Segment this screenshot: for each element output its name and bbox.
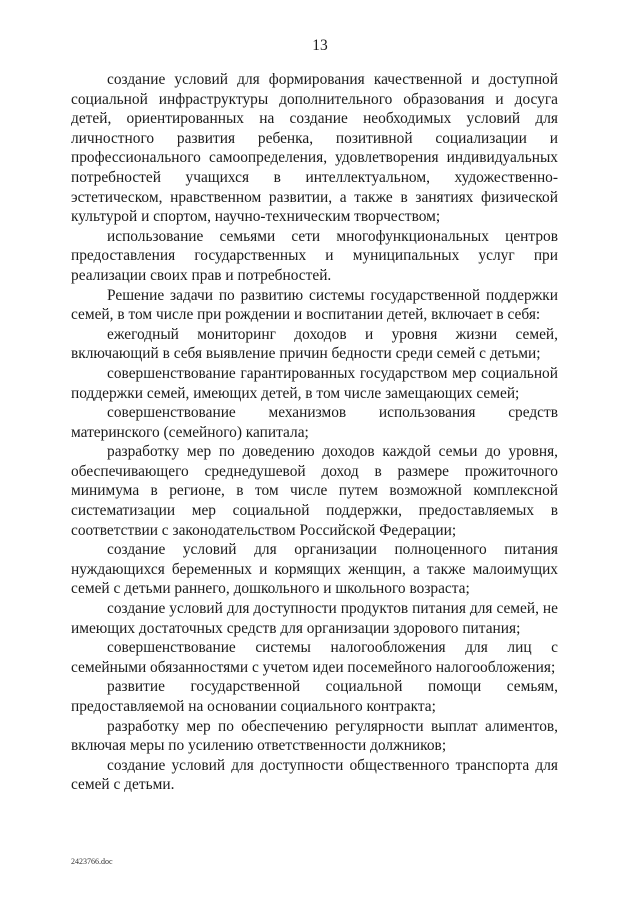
paragraph: ежегодный мониторинг доходов и уровня жизни семей, включающий в себя выявление причин бедности среди семей с детьми; [71,325,558,363]
footer-file-name: 2423766.doc [71,857,113,866]
paragraph: разработку мер по доведению доходов каждой семьи до уровня, обеспечивающего среднедушевой доход в размере прожиточного минимума в регионе, в том числе путем возможной комплексной систематизации мер социальной поддержки, предоставляемых в соответствии с законодательством Российской Федерации; [71,443,558,539]
paragraph: совершенствование гарантированных государством мер социальной поддержки семей, имеющих детей, в том числе замещающих семей; [71,364,558,402]
paragraph: Решение задачи по развитию системы государственной поддержки семей, в том числе при рождении и воспитании детей, включает в себя: [71,286,558,324]
paragraph: совершенствование механизмов использования средств материнского (семейного) капитала; [71,404,558,441]
page-number: 13 [312,37,328,54]
paragraph: совершенствование системы налогообложения для лиц с семейными обязанностями с учетом идеи посемейного налогообложения; [71,639,558,676]
document-body [71,70,558,795]
paragraph: использование семьями сети многофункциональных центров предоставления государственных и муниципальных услуг при реализации своих прав и потребностей. [71,227,558,284]
paragraph: создание условий для организации полноценного питания нуждающихся беременных и кормящих женщин, а также малоимущих семей с детьми раннего, дошкольного и школьного возраста; [71,541,558,598]
paragraph: создание условий для доступности продуктов питания для семей, не имеющих достаточных средств для организации здорового питания; [71,600,558,637]
paragraph: развитие государственной социальной помощи семьям, предоставляемой на основании социального контракта; [71,678,558,715]
paragraph: разработку мер по обеспечению регулярности выплат алиментов, включая меры по усилению ответственности должников; [71,717,558,755]
paragraph: создание условий для доступности общественного транспорта для семей с детьми. [71,756,558,794]
paragraph: создание условий для формирования качественной и доступной социальной инфраструктуры дополнительного образования и досуга детей, ориентированных на создание необходимых условий для личностного развития ребенка, позитивной социализации и профессионального самоопределения, удовлетворения индивидуальных потребностей учащихся в интеллектуальном, художественно-эстетическом, нравственном развитии, а также в занятиях физической культурой и спортом, научно-техническим творчеством; [71,71,558,226]
